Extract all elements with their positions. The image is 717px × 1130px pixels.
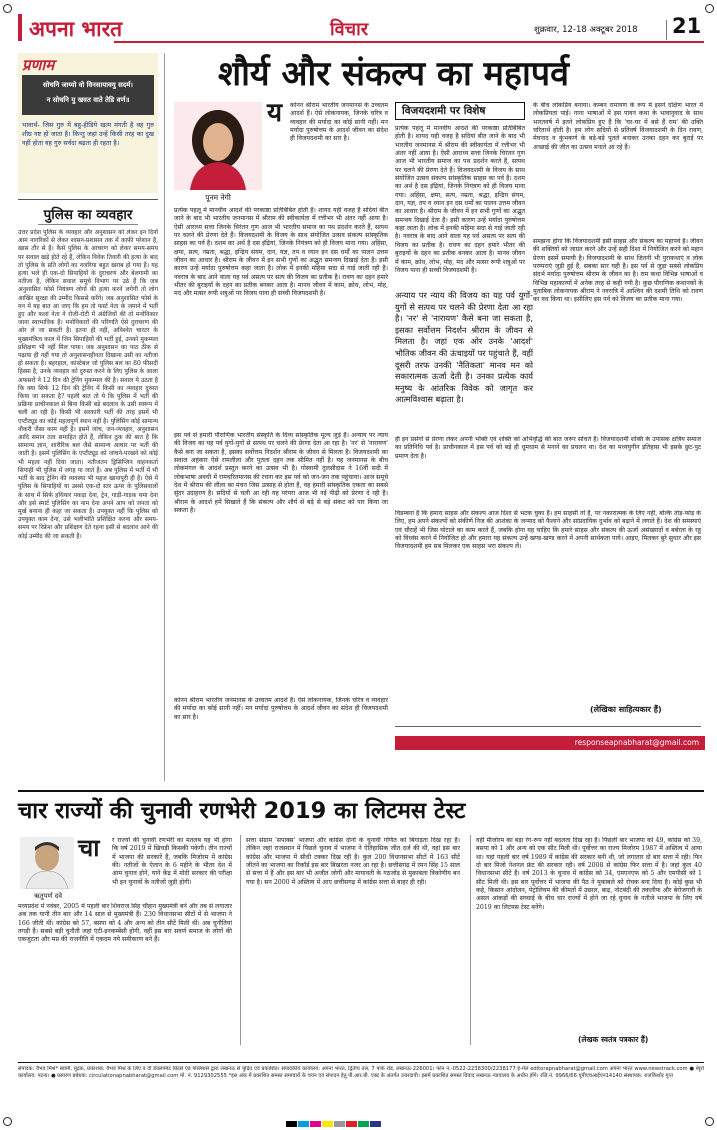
- pranam-label: प्रणाम: [22, 56, 55, 74]
- section-rule: [18, 790, 704, 792]
- election-col1: मध्यप्रदेश में नवंबर, 2005 में पहली बार शिवराज सिंह चौहान मुख्यमंत्री बने और तब से लगातार अब तक यानी तीन बार और 14 साल से मुख्यमंत्री हैं। 230 विधानसभा सीटों में से भाजपा ने 166 जीती थीं। कांग्रेस को 57, बसपा को 4 और अन्य को तीन सीटें मिली थीं। अब चुनौतियां तगड़ी हैं। सबसे बड़ी चुनौती जहां एंटी-इनकम्बेंसी होगी, वहीं इस बार सवर्ण समाज के लोगों की एकजुटता और मप्र की राजनीति में एकदम नये समीकरण बने हैं।: [18, 903, 232, 944]
- author-note: (लेखक स्वतंत्र पत्रकार हैं): [578, 1035, 649, 1044]
- quote-band: [22, 75, 154, 115]
- registration-mark: [705, 4, 714, 13]
- police-headline: पुलिस का व्यवहार: [43, 207, 133, 223]
- sanskrit-quote-line1: सोचनि जाय्यो वो विनसायावयु सदर्म।: [43, 81, 133, 89]
- article-col3-top: के बीच लोकप्रिय बनाया। कम्बन रामायण के रूप में इसने दक्षिण भारत में लोकप्रियता पाई। नाना भाषाओं में इस पावन कथा के भावानुवाद के साथ भारतवर्ष में इतने लोकप्रिय हुए हैं कि 'घर-घर में बसे हैं राम' की उक्ति चरितार्थ होती है। हम लोग सदियों से प्रतिवर्ष विजयादशमी के दिन रावण, मेघनाद व कुंभकर्ण के बड़े-बड़े पुतले बनाकर उनका दहन कर बुराई पर अच्छाई की जीत का उत्सव मनाते आ रहे हैं।: [533, 102, 703, 151]
- drop-cap: य: [267, 98, 283, 128]
- election-article: [18, 835, 704, 1085]
- imprint-line: संपादक: वैभव मिश्र* स्वामी, मुद्रक, प्रकाशक: वैभव मिश्र के लिए व दी डेवलपमेंट प्रिंटर्स एंड पब्लिशर्स द्वारा लखनऊ से मुद्रित एवं प्रकाशित। संपादकीय कार्यालय: अपना भारत, द्वितीय तल, 7 पार्क रोड, लखनऊ-226001। फोन नं.-0522-2238300/2238177 ई-मेल editorapnabharat@gmail.com अपना भारत www.newstrack.com ● ब्यूरो कार्यालय: पटना। ● प्रसारण प्रबंधक: circulationapnabharat@gmail.com मो. नं. 9129302555 *इस अंक में प्रकाशित समस्त समाचारों के चयन एवं संपादन हेतु पी.आर.बी. एक्ट के अंतर्गत उत्तरदायी। इसमें प्रकाशित समस्त विवाद लखनऊ न्यायालय के अधीन होंगे। रजि.नं. 9966/66 यूपीएचआईएन14140 संस्थापक: राजकिशोर गुप्त: [18, 1066, 704, 1080]
- divider: [18, 199, 158, 200]
- color-swatch: [322, 1121, 333, 1127]
- registration-mark: [705, 1117, 714, 1126]
- author-photo: [20, 837, 74, 889]
- author-note: (लेखिका साहित्यकार हैं): [590, 705, 662, 714]
- election-col2: सत्ता संग्राम 'सपाक्स' भाजपा और कांग्रेस दोनों के चुनावी गणित को बिगाड़ता दिख रहा है। लेकिन जहां राजस्थान में पिछले चुनाव में भाजपा ने ऐतिहासिक जीत दर्ज की थी, वहां इस बार कांग्रेस और भाजपा में सीधी टक्कर दिख रही है। कुल 200 विधानसभा सीटों में 163 सीटें जीतने का भाजपा का रिकॉर्ड इस बार बिखरता नजर आ रहा है। छत्तीसगढ़ में रमन सिंह 15 साल से सत्ता में हैं और इस बार भी अजीत जोगी और मायावती के गठजोड़ से मुकाबला त्रिकोणीय बन गया है। सन 2000 में अस्तित्व में आए छत्तीसगढ़ में कांग्रेस सत्ता से बाहर ही रही।: [246, 837, 460, 886]
- brand-box: [18, 14, 123, 41]
- police-body: उत्तर प्रदेश पुलिस के व्यवहार और अनुशासन को लेकर इन दिनों आम नागरिकों से लेकर शासन-प्रशासन तक में काफी परेशान है, खास तौर से है। कैसे पुलिस के आचरण को लेकर समय-समय पर सवाल खड़े होते रहे हैं, लेकिन विवेक तिवारी की हत्या के बाद तो पुलिस के प्रति लोगों का नजरिया बहुत खराब हो गया है। यह हत्या भले ही एक-दो सिपाहियों के दुराचरण और बेलगामी का नतीजा है, लेकिन सवाल समूचे विभाग पर उठे हैं कि जब अनुशासित फोर्स नियंत्रण लोगों की हत्या करने लगेगी तो लोग आखिर सुरक्षा की उम्मीद किससे करेंगे। जब अनुशासित फोर्स के मन में यह बात आ जाए कि हम तो फर्स्ट नेता के जमाने में भर्ती हुए और फलां नेता ने रोजी-रोटी में अंग्रेजियों की तो मनोविकार जाना स्वाभाविक है। मनोविकारों की परिणति ऐसे दुराचरण की ओर ले जा सकती है। इतना ही नहीं, अविश्वेत चारटर के मुख्यमंत्रित्व काल में जिन सिपाहियों की भर्ती हुई, उनको मुकम्मल प्रशिक्षण भी नहीं मिल पाया। जब अनुशासन का पाठ ठीक से पढ़ाया ही नहीं गया तो अनुशासनहीनता दिखाना उसी का नतीजा हो सकता है। बहरहाल, कांस्टेबल जो पुलिस बल का 80 फीसदी हिस्सा है, उनके व्यवहार को दुरुस्त करने के लिए पुलिस के आला अफसरों ने 12 दिन की ट्रेनिंग मुकम्मल की है। सवाल ये उठता है कि क्या सिर्फ 12 दिन की ट्रेनिंग में किसी का व्यवहार दुरुस्त किया जा सकता है? पहली बात तो ये कि पुलिस में भर्ती की प्रक्रिया प्राचीनकाल से बिना किसी बड़े बदलाव के उसी स्वरूप में चली आ रही है। किसी भी सरकारी भर्ती की तरह इसमें भी एप्टीट्यूड का कोई महत्वपूर्ण स्थान नहीं है। पुलिसिंग कोई सामान्य नौकरी जैसा काम नहीं है। इसमें जांच, जन-व्यवहार, अनुशासन आदि समान तत्व समाहित होते हैं, लेकिन ठुक की बात है कि सामान्य ज्ञान, शारीरिक बल जैसे सामान्य आधार पर भर्ती की जाती है। इसमें पुलिसिंग के एप्टीट्यूड को जांचने-परखने को कोई भी महत्व नहीं दिया जाता। नतीजतन ड्रिसिप्लिन वाहनकर्ता सिपाही भी पुलिस में जगह पा जाते हैं। अब पुलिस में भर्ती में भी भर्ती के बाद ट्रेनिंग की व्यवस्था भी महज खानापूरी ही है। ऐसे में पुलिस के सिपाहियों या उससे एक-दो स्तर ऊपर के पुलिसवालों के साथ में सिर्फ हथियार पकड़ा देना, ट्रेन, गाड़ी-गाड़क थमा देना और इसे स्मार्ट पुलिसिंग का नाम देना अपने आप को जनता को मूर्ख बनाना ही कहा जा सकता है। उपयुक्त नहीं कि पुलिस को उपयुक्त काम देना, उसे भलीभांति प्रशिक्षित करना और समय-समय पर रिफ्रेश और प्रशिक्षण देते रहना इसी से बदलाव आने की कोई उम्मीद की जा सकती है।: [18, 229, 158, 540]
- author-name: ऋतुपर्ण दवे: [34, 892, 62, 900]
- section-title: विचार: [330, 19, 369, 40]
- article-col1: प्रत्येक पहलू में मानवीय आदर्श की परकाष्ठा प्रतिबिंबित होती है। शायद यही वजह है सदियां बीत जाने के बाद भी भारतीय जनमानस में श्रीराम की स्वीकार्यता में रत्तीभर भी अंतर नहीं आया है। ऐसी आराध्य सत्ता जिनके चिरंतन गुण आज भी भारतीय समाज का पथ प्रदर्शन करते हैं, सत्पथ पर चलने की प्रेरणा देते हैं। विजयदशमी के विजय के साथ संयोजित उत्सव संकल्प सांस्कृतिक साहस का पर्व है। दशम का अर्थ है दस इंद्रियां, जिनके नियंत्रण को ही विजय माना गया। अहिंसा, क्षमा, सत्य, नम्रता, श्रद्धा, इन्द्रिय संयम, दान, यज्ञ, तप व ध्यान इन दस धर्मों का पालन उत्तम जीवन का आधार है। श्रीराम के जीवन में इन सभी गुणों का अद्भुत समन्वय दिखाई देता है। इसी कारण उन्हें मर्यादा पुरुषोत्तम कहा जाता है। लोक में इनकी महिमा सदा से गाई जाती रही है। नवरात्र के बाद आने वाला यह पर्व असत्य पर सत्य की विजय का प्रतीक है। रावण का दहन हमारे भीतर की बुराइयों के दहन का प्रतीक बनकर आता है। मानव जीवन में काम, क्रोध, लोभ, मोह, मद और मत्सर रूपी शत्रुओं पर विजय पाना ही सच्ची विजयदशमी है।: [174, 207, 388, 298]
- column-rule: [240, 835, 241, 1045]
- color-swatch: [334, 1121, 345, 1127]
- color-swatch: [358, 1121, 369, 1127]
- color-swatch: [298, 1121, 309, 1127]
- author-name: पूनम नेगी: [205, 193, 231, 202]
- pranam-box: [18, 53, 158, 193]
- divider: [666, 20, 667, 40]
- color-swatch: [286, 1121, 297, 1127]
- article-col1-lower: इस पर्व से हमारी पौराणिक भारतीय संस्कृति के दिव्य सांस्कृतिक मूल्य जुड़े हैं। अन्याय पर न्याय की विजय का यह पर्व युगों-युगों से सत्पथ पर चलने की प्रेरणा देता आ रहा है। 'नर' से 'नारायण' कैसे बना जा सकता है, इसका सर्वोत्तम निदर्शन श्रीराम के जीवन से मिलता है। विजयदशमी का सवाल अहंकार ऐसे रामलीला और पुतला दहन तक सीमित नहीं है। यह जनमानस के बीच लोकमंगल के आदर्श प्रस्तुत करने का उत्सव भी है। गोस्वामी तुलसीदास ने 16वीं सदी में लोकभाषा अवधी में रामचरितमानस की रचना कर इस पर्व को जन-जन तक पहुंचाया। आज समूचे देश में श्रीराम की लीला का मंचन जिस उत्साह से होता है, वह हमारी सांस्कृतिक एकता का सबसे सुंदर उदाहरण है। सदियों से चली आ रही यह परंपरा आज भी नई पीढ़ी को प्रेरणा दे रही है। श्रीराम के आदर्श हमें सिखाते हैं कि संकल्प और शौर्य से बड़े से बड़े संकट को पार किया जा सकता है।: [174, 432, 388, 515]
- response-email: responseapnabharat@gmail.com: [574, 738, 699, 747]
- left-column: [18, 53, 158, 781]
- color-swatch: [310, 1121, 321, 1127]
- election-col3: वहीं मीजोरम का बड़ा रंग-रूप नहीं बदलता दिख रहा है। पिछली बार भाजपा को 49, कांग्रेस को 39, बसपा को 1 और अन्य को एक सीट मिली थी। पूर्वोत्तर का राज्य मिजोरम 1987 में अस्तित्व में आया था। यहां पहली बार वर्ष 1989 में कांग्रेस की सरकार बनी थी, जो लगातार दो बार सत्ता में रही। फिर दो बार मिजो नेशनल फ्रंट की सरकार रही। वर्ष 2008 से कांग्रेस फिर सत्ता में है। जहां कुल 40 विधानसभा सीटें हैं। वर्ष 2013 के चुनाव में कांग्रेस को 34, एमएनएफ को 5 और एमपीसी को 1 सीट मिली थी। इस बार पूर्वोत्तर में भाजपा की पैठ ने मुकाबले को रोचक बना दिया है। कोई कुछ भी कहे, किसान आंदोलन, पेट्रोलियम की कीमतों में उछाल, बाढ़, नोटबंदी की तकलीफ और बेरोजगारी के असल आंकड़ों की सच्चाई के बीच चार राज्यों में होने जा रहे चुनाव के नतीजे भाजपा के लिए वर्ष 2019 का लिटमस टेस्ट बनेंगे।: [476, 837, 702, 911]
- column-rule: [470, 835, 471, 1045]
- lead-paragraph: कोनन श्रीराम भारतीय जनमानस के उच्चतम आदर्श हैं। ऐसे लोकनायक, जिनके चरित्र व व्यवहार की मर्यादा का कोई सानी नहीं। मन मर्यादा पुरुषोत्तम के आदर्श जीवन का संदेश ही विजयदशमी का सार है।: [290, 102, 388, 143]
- main-headline: शौर्य और संकल्प का महापर्व: [218, 54, 570, 94]
- page-number: 21: [672, 14, 702, 38]
- article-col3-end: विडम्बना है कि हमारा साहस और संकल्प आज दिशा से भटक चुका है। हम साहसी तो हैं, पर नकारात्मक के लिए नहीं, बल्कि तोड़-फोड़ के लिए, हम अपने संकल्पों को संकीर्ण निज की आशंका के जन्माद को फैलाने और सांप्रदायिक दुर्भाव को बढ़ाने में लगाते हैं। देश की समस्याएं एवं चौराहें भी जिस घोटाले का काम करते हैं, जबकि होना यह चाहिए कि हमारे साहस और संकल्प की ऊर्जा असंख्यादों व बर्बरता के रहू को विध्वंस करने में नियोजित हो और हमारा यह संकल्प उन्हें खण्ड-खण्ड करने में अपनी सार्थकता पाये। आइए, मिलकर बुरे सुधार और इस विजयादशमी हम सब मिलकर एक साहस भरा संकल्प लें।: [395, 510, 701, 551]
- article-col1-tail: कोनन श्रीराम भारतीय जनमानस के उच्चतम आदर्श हैं। ऐसे लोकनायक, जिनके चरित्र व व्यवहार की मर्यादा का कोई सानी नहीं। मन मर्यादा पुरुषोत्तम के आदर्श जीवन का संदेश ही विजयदशमी का सार है।: [174, 697, 388, 721]
- author-photo: [174, 102, 262, 190]
- article-col2-lower: ही इन प्रसंगों से प्रेरणा लेकर अपनी भक्ति एवं शक्ति को अभिवृद्धि की बात जरूर सोचते हैं। विजयादशमी शक्ति के उपासक क्षत्रिय समाज का प्रतिनिधि पर्व है। प्राचीनकाल में इस पर्व को बड़े ही धूमधाम से मनाने का प्रचलन था। देश का मध्ययुगीन इतिहास भी इसके छुट-पुट प्रमाण देता है।: [395, 436, 701, 460]
- kicker: विजयदशमी पर विशेष: [402, 105, 486, 117]
- divider: [395, 726, 701, 727]
- brand-logo: अपना भारत: [29, 17, 123, 41]
- main-article: [170, 52, 705, 782]
- email-band: [395, 736, 705, 750]
- divider: [38, 224, 138, 225]
- pull-quote: अन्याय पर न्याय की विजय का यह पर्व युगों-युगों से सत्पथ पर चलने की प्रेरणा देता आ रहा है। 'नर' से 'नारायण' कैसे बना जा सकता है, इसका सर्वोत्तम निदर्शन श्रीराम के जीवन से मिलता है। जहां एक ओर उनके 'आदर्श' भौतिक जीवन की ऊंचाइयों पर पहुंचाते हैं, वहीं दूसरी तरफ उनकी 'नैतिकता' मानव मन को सकारात्मक ऊर्जा देती है। उनका प्रत्येक कार्य मनुष्य के आंतरिक विवेक को जागृत कर आत्मविश्वास बढ़ाता है।: [395, 290, 533, 405]
- election-headline: चार राज्यों की चुनावी रणभेरी 2019 का लिटमस टेस्ट: [18, 798, 466, 824]
- registration-mark: [3, 4, 12, 13]
- drop-cap: चा: [78, 834, 100, 862]
- article-col2-top: प्रत्येक पहलू में मानवीय आदर्श की परकाष्ठा प्रतिबिंबित होती है। शायद यही वजह है सदियां बीत जाने के बाद भी भारतीय जनमानस में श्रीराम की स्वीकार्यता में रत्तीभर भी अंतर नहीं आया है। ऐसी आराध्य सत्ता जिनके चिरंतन गुण आज भी भारतीय समाज का पथ प्रदर्शन करते हैं, सत्पथ पर चलने की प्रेरणा देते हैं। विजयदशमी के विजय के साथ संयोजित उत्सव संकल्प सांस्कृतिक साहस का पर्व है। दशम का अर्थ है दस इंद्रियां, जिनके नियंत्रण को ही विजय माना गया। अहिंसा, क्षमा, सत्य, नम्रता, श्रद्धा, इन्द्रिय संयम, दान, यज्ञ, तप व ध्यान इन दस धर्मों का पालन उत्तम जीवन का आधार है। श्रीराम के जीवन में इन सभी गुणों का अद्भुत समन्वय दिखाई देता है। इसी कारण उन्हें मर्यादा पुरुषोत्तम कहा जाता है। लोक में इनकी महिमा सदा से गाई जाती रही है। नवरात्र के बाद आने वाला यह पर्व असत्य पर सत्य की विजय का प्रतीक है। रावण का दहन हमारे भीतर की बुराइयों के दहन का प्रतीक बनकर आता है। मानव जीवन में काम, क्रोध, लोभ, मोह, मद और मत्सर रूपी शत्रुओं पर विजय पाना ही सच्ची विजयदशमी है।: [395, 125, 525, 274]
- election-lead: र राज्यों की चुनावी रणभेरी का मतलब यह भी होगा कि वर्ष 2019 में खिचड़ी किसकी पकेगी। तीन राज्यों में भाजपा की सरकारें हैं, जबकि मिजोरम में कांग्रेस की। नतीजों के ऐलान के 6 महीने के भीतर देश में आम चुनाव होने, याने केंद्र में मोदी सरकार की परीक्षा भी इन चुनावों के नतीजों जुड़ी होगी।: [112, 837, 232, 886]
- color-swatch: [370, 1121, 381, 1127]
- divider: [18, 1062, 704, 1063]
- quote-meaning: भावार्थ- जिस गुरु में बहु-हीडिये खत्म मंगती है वह गुरु शीघ्र नष्ट हो जाता है। किन्तु जहां उन्हें किसी तरह का दुख नहीं होता वह गुरु सर्वदा बढ़ता ही रहता है।: [22, 121, 154, 147]
- article-col3-mid: समझना होगा कि विजयादशमी इसी साहस और संकल्प का महापर्व है। जीवन की शक्तियों को जाग्रत करने और उन्हें सही दिशा में नियोजित करने को महान प्रेरणा इसमें समायी है। विजयादशमी के साथ जितनी भी पुराकथाएं व लोक परम्पराएं जुड़ी हुई हैं, सबका सार यही है। इस पर्व से जुड़ा सबसे लोकप्रिय संदर्भ मर्यादा पुरुषोत्तम श्रीराम के जीवन का है। राम कथा विभिन्न भाषाओं व विभिन्न महाकाव्यों में अनेक तरह से कही गयी है। कुछ पौराणिक कथानकों के मुताबिक लोकनायक श्रीराम ने नवरात्रि में आश्विन की दशमी तिथि को रावण का वध किया था। इसीलिए इस पर्व को विजय का प्रतीक माना गया।: [533, 238, 703, 304]
- sanskrit-quote-line2: न सोचनि यु खवत वाते तेडि वर्ण॥: [46, 96, 130, 104]
- registration-mark: [3, 1117, 12, 1126]
- kicker-box: [395, 102, 525, 120]
- color-bar: [286, 1112, 436, 1120]
- masthead: [18, 14, 704, 44]
- color-swatch: [346, 1121, 357, 1127]
- issue-date: शुक्रवार, 12-18 अक्टूबर 2018: [534, 25, 638, 35]
- column-rule: [164, 53, 165, 781]
- masthead-rule: [114, 41, 704, 43]
